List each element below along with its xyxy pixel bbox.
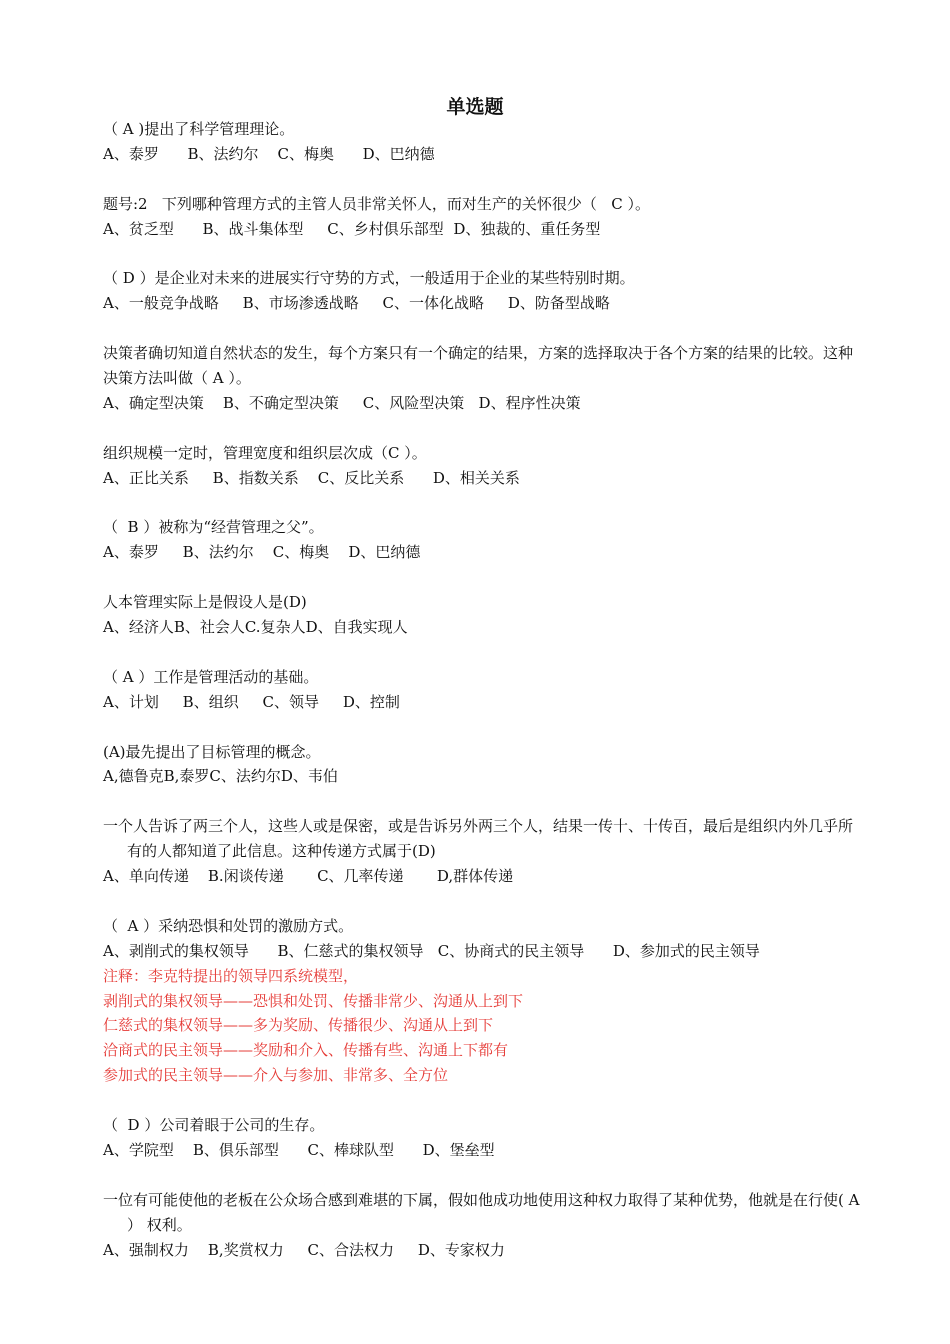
question-11 <box>103 914 863 1088</box>
question-options: A、单向传递 B.闲谈传递 C、几率传递 D,群体传递 <box>103 867 514 886</box>
question-5 <box>103 441 863 491</box>
question-options: A,德鲁克B,泰罗C、法约尔D、韦伯 <box>103 767 338 786</box>
page-title: 单选题 <box>446 96 504 118</box>
note-line: 剥削式的集权领导——恐惧和处罚、传播非常少、沟通从上到下 <box>103 991 524 1010</box>
question-options: A、泰罗 B、法约尔 C、梅奥 D、巴纳德 <box>103 543 421 562</box>
question-options: A、经济人B、社会人C.复杂人D、自我实现人 <box>103 618 408 637</box>
question-options: A、计划 B、组织 C、领导 D、控制 <box>103 692 400 711</box>
question-stem: 组织规模一定时，管理宽度和组织层次成（C ）。 <box>103 443 427 462</box>
question-options: A、一般竞争战略 B、市场渗透战略 C、一体化战略 D、防备型战略 <box>103 294 610 313</box>
question-2 <box>103 192 863 242</box>
question-10 <box>103 814 863 889</box>
note-heading: 注释：李克特提出的领导四系统模型， <box>103 966 359 985</box>
note-line: 洽商式的民主领导——奖励和介入、传播有些、沟通上下都有 <box>103 1041 509 1060</box>
question-6 <box>103 515 863 565</box>
question-9 <box>103 740 863 790</box>
question-stem: 一个人告诉了两三个人，这些人或是保密，或是告诉另外两三个人，结果一传十、十传百，最后是组织内外几乎所有的人都知道了此信息。这种传递方式属于(D) <box>103 817 854 861</box>
question-options: A、正比关系 B、指数关系 C、反比关系 D、相关关系 <box>103 468 520 487</box>
question-options: A、剥削式的集权领导 B、仁慈式的集权领导 C、协商式的民主领导 D、参加式的民主领导 <box>103 941 760 960</box>
question-8 <box>103 665 863 715</box>
question-7 <box>103 590 863 640</box>
note-line: 参加式的民主领导——介入与参加、非常多、全方位 <box>103 1066 449 1085</box>
question-stem: 人本管理实际上是假设人是(D) <box>103 593 307 612</box>
question-3 <box>103 266 863 316</box>
question-stem: （ D ）是企业对未来的进展实行守势的方式，一般适用于企业的某些特别时期。 <box>103 269 635 288</box>
annotation-note <box>103 964 863 1089</box>
question-4 <box>103 341 863 416</box>
question-options: A、学院型 B、俱乐部型 C、棒球队型 D、堡垒型 <box>103 1140 495 1159</box>
question-stem: 一位有可能使他的老板在公众场合感到难堪的下属，假如他成功地使用这种权力取得了某种优势，他就是在行使( A ） 权利。 <box>103 1190 865 1234</box>
question-list <box>103 117 863 1263</box>
question-13 <box>103 1188 863 1263</box>
note-line: 仁慈式的集权领导——多为奖励、传播很少、沟通从上到下 <box>103 1016 494 1035</box>
question-stem: 题号:2 下列哪种管理方式的主管人员非常关怀人，而对生产的关怀很少（ C ）。 <box>103 194 650 213</box>
question-stem: 决策者确切知道自然状态的发生，每个方案只有一个确定的结果，方案的选择取决于各个方案的结果的比较。这种决策方法叫做（ A ）。 <box>103 344 854 388</box>
question-stem: （ A )提出了科学管理理论。 <box>103 120 295 138</box>
question-stem: （ A ）工作是管理活动的基础。 <box>103 667 319 686</box>
question-stem: （ B ）被称为“经营管理之父”。 <box>103 518 324 537</box>
question-options: A、强制权力 B,奖赏权力 C、合法权力 D、专家权力 <box>103 1240 505 1259</box>
question-1 <box>103 117 863 167</box>
question-options: A、泰罗 B、法约尔 C、梅奥 D、巴纳德 <box>103 144 435 163</box>
question-stem: （ A ）采纳恐惧和处罚的激励方式。 <box>103 916 354 935</box>
question-options: A、贫乏型 B、战斗集体型 C、乡村俱乐部型 D、独裁的、重任务型 <box>103 219 601 238</box>
question-options: A、确定型决策 B、不确定型决策 C、风险型决策 D、程序性决策 <box>103 393 581 412</box>
question-stem: （ D ）公司着眼于公司的生存。 <box>103 1116 325 1135</box>
question-stem: (A)最先提出了目标管理的概念。 <box>103 742 321 761</box>
question-12 <box>103 1113 863 1163</box>
